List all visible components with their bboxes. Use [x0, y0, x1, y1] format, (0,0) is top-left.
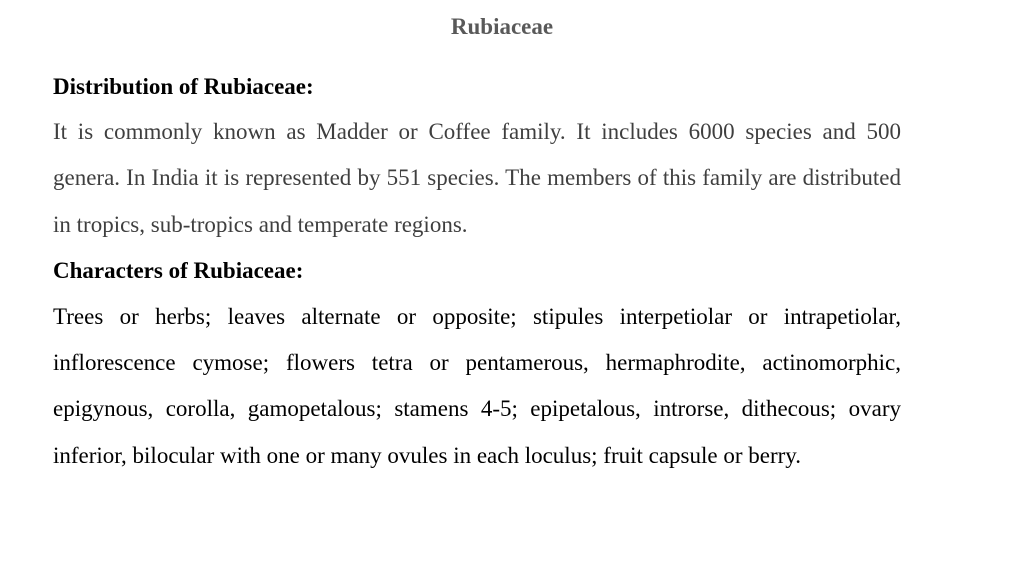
slide-content	[53, 67, 901, 479]
section-heading-characters: Characters of Rubiaceae:	[53, 257, 304, 283]
section-body-characters: Trees or herbs; leaves alternate or opposite; stipules interpetiolar or intrapetiolar, inflorescence cymose; flowers tetra or pentamerous, hermaphrodite, actinomorphic, epigynous, corolla, gamopetalous; stamens 4-5; epipetalous, introrse, dithecous; ovary inferior, bilocular with one or many ovules in each loculus; fruit capsule or berry.	[53, 303, 901, 468]
slide-title: Rubiaceae	[450, 14, 554, 39]
section-heading-distribution: Distribution of Rubiaceae:	[53, 74, 314, 99]
section-body-distribution: It is commonly known as Madder or Coffee family. It includes 6000 species and 500 genera. In India it is represented by 551 species. The members of this family are distributed in tropics, sub-tropics and temperate regions.	[53, 119, 901, 237]
